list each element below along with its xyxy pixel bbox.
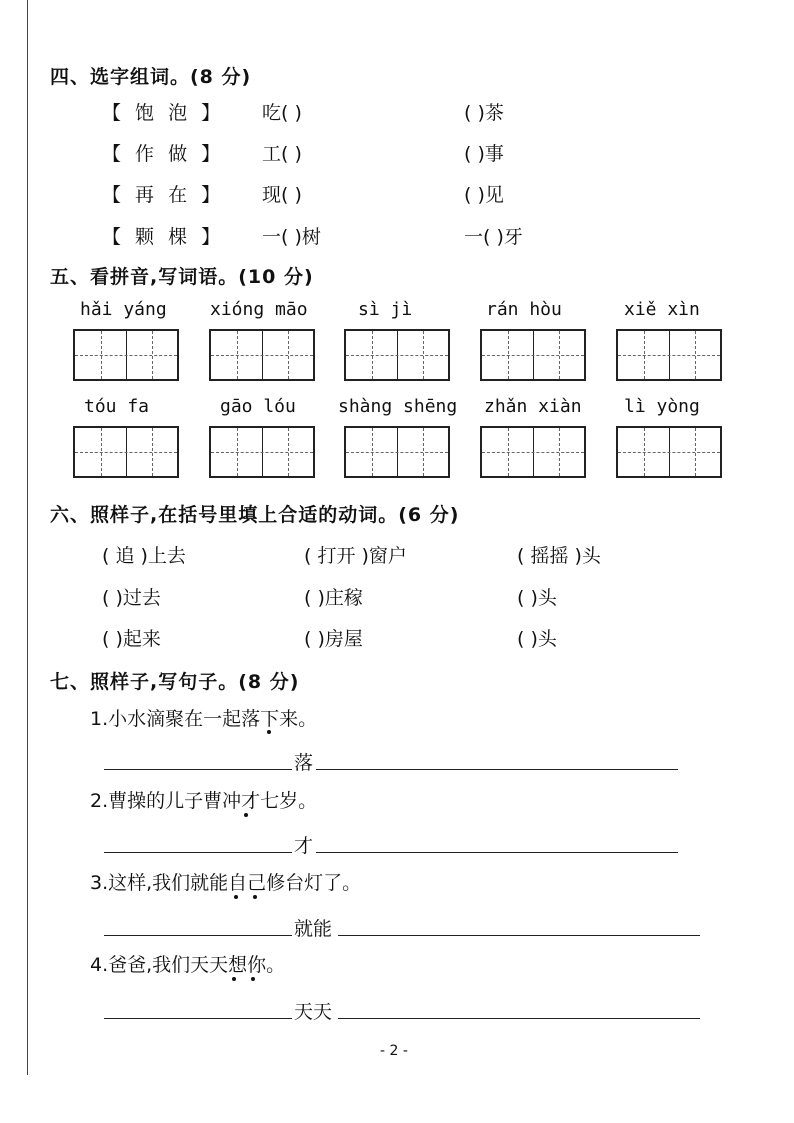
s7-sentence-4: 4.爸爸,我们天天想你。 [90, 954, 286, 976]
s4-bracket-1: 【 饱 泡 】 [102, 102, 225, 124]
pinyin-xiexin: xiě xìn [624, 299, 700, 320]
writing-grid[interactable] [480, 426, 586, 478]
s6-r3c3[interactable]: ( )头 [517, 628, 557, 650]
answer-line[interactable] [104, 852, 292, 853]
s7-keyword-2: 才 [294, 835, 314, 857]
section5-title: 五、看拼音,写词语。(10 分) [50, 266, 314, 288]
writing-grid[interactable] [73, 329, 179, 381]
emphasis-dot [251, 977, 255, 981]
s6-r3c2[interactable]: ( )房屋 [304, 628, 363, 650]
pinyin-toufa: tóu fa [84, 396, 150, 417]
answer-line[interactable] [316, 769, 678, 770]
pinyin-siji: sì jì [358, 299, 413, 320]
s7-keyword-3: 就能 [294, 918, 333, 940]
answer-line[interactable] [316, 852, 678, 853]
answer-line[interactable] [338, 1018, 700, 1019]
section6-title: 六、照样子,在括号里填上合适的动词。(6 分) [50, 504, 460, 526]
s6-r2c2[interactable]: ( )庄稼 [304, 587, 363, 609]
writing-grid[interactable] [209, 329, 315, 381]
pinyin-haiyang: hǎi yáng [80, 299, 167, 320]
writing-grid[interactable] [209, 426, 315, 478]
answer-line[interactable] [104, 1018, 292, 1019]
s7-sentence-2: 2.曹操的儿子曹冲才七岁。 [90, 790, 318, 812]
writing-grid[interactable] [344, 426, 450, 478]
pinyin-shangsheng: shàng shēng [338, 396, 458, 417]
pinyin-liyong: lì yòng [624, 396, 700, 417]
s4-bracket-2: 【 作 做 】 [102, 143, 225, 165]
s4-right-3[interactable]: ( )见 [464, 184, 504, 206]
writing-grid[interactable] [616, 329, 722, 381]
page-number: - 2 - [380, 1043, 408, 1059]
s6-r2c3[interactable]: ( )头 [517, 587, 557, 609]
writing-grid[interactable] [344, 329, 450, 381]
pinyin-zhanxian: zhǎn xiàn [484, 396, 582, 417]
s4-left-3[interactable]: 现( ) [262, 184, 302, 206]
s4-bracket-4: 【 颗 棵 】 [102, 226, 225, 248]
section4-title: 四、选字组词。(8 分) [50, 66, 252, 88]
answer-line[interactable] [104, 935, 292, 936]
s7-sentence-3: 3.这样,我们就能自己修台灯了。 [90, 872, 362, 894]
writing-grid[interactable] [73, 426, 179, 478]
answer-line[interactable] [104, 769, 292, 770]
s4-right-2[interactable]: ( )事 [464, 143, 504, 165]
emphasis-dot [232, 977, 236, 981]
s7-sentence-1: 1.小水滴聚在一起落下来。 [90, 708, 318, 730]
pinyin-gaolou: gāo lóu [220, 396, 296, 417]
emphasis-dot [244, 813, 248, 817]
s6-r1c3: ( 摇摇 )头 [517, 545, 601, 567]
s4-left-2[interactable]: 工( ) [262, 143, 302, 165]
emphasis-dot [234, 895, 238, 899]
writing-grid[interactable] [480, 329, 586, 381]
left-margin-line [27, 0, 28, 1075]
s6-r3c1[interactable]: ( )起来 [102, 628, 161, 650]
s4-right-4[interactable]: 一( )牙 [464, 226, 523, 248]
s4-left-1[interactable]: 吃( ) [262, 102, 302, 124]
emphasis-dot [253, 895, 257, 899]
answer-line[interactable] [338, 935, 700, 936]
writing-grid[interactable] [616, 426, 722, 478]
s7-keyword-1: 落 [294, 752, 314, 774]
pinyin-ranhou: rán hòu [486, 299, 562, 320]
s4-right-1[interactable]: ( )茶 [464, 102, 504, 124]
emphasis-dot [267, 730, 271, 734]
s4-bracket-3: 【 再 在 】 [102, 184, 225, 206]
s4-left-4[interactable]: 一( )树 [262, 226, 321, 248]
s6-r2c1[interactable]: ( )过去 [102, 587, 161, 609]
section7-title: 七、照样子,写句子。(8 分) [50, 671, 300, 693]
s6-r1c1: ( 追 )上去 [102, 545, 186, 567]
s7-keyword-4: 天天 [294, 1001, 333, 1023]
s6-r1c2: ( 打开 )窗户 [304, 545, 407, 567]
pinyin-xiongmao: xióng māo [210, 299, 308, 320]
